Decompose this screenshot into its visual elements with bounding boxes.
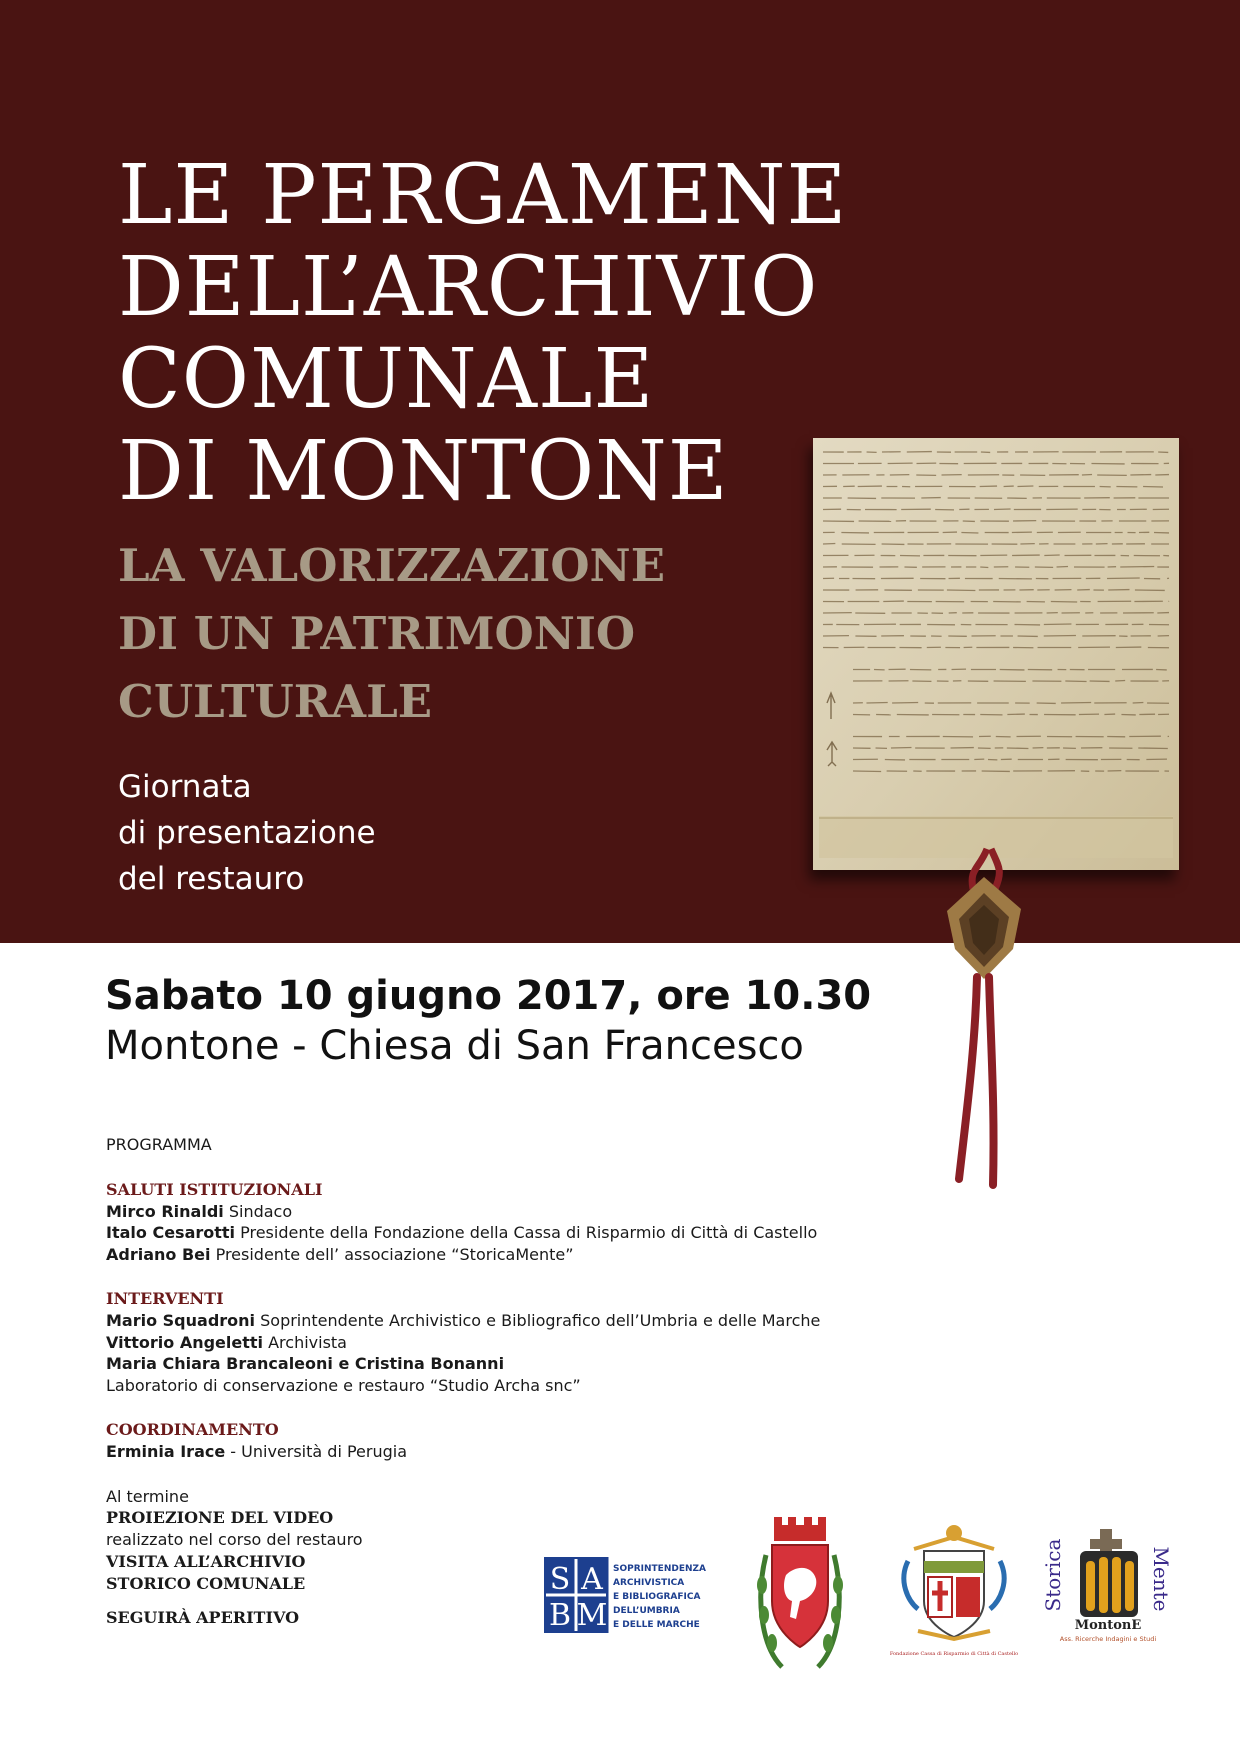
logos-row — [0, 1515, 1240, 1695]
speaker-name: Erminia Irace — [106, 1442, 226, 1461]
speaker-name: Vittorio Angeletti — [106, 1332, 264, 1352]
soprintendenza-logo — [544, 1557, 707, 1637]
saluti-item — [106, 1201, 866, 1223]
coordinamento-item — [106, 1441, 866, 1463]
interventi-heading: INTERVENTI — [106, 1289, 224, 1308]
handwriting-stroke — [1044, 555, 1059, 556]
interventi-item — [106, 1310, 866, 1332]
fondazione-caption: Fondazione Cassa di Risparmio di Città di Castello — [889, 1651, 1019, 1657]
coordinamento-heading: COORDINAMENTO — [106, 1420, 279, 1439]
tagline — [118, 764, 376, 902]
parchment-image — [813, 438, 1179, 870]
title-line-1: LE PERGAMENE — [118, 148, 848, 243]
speaker-role: Archivista — [263, 1332, 347, 1352]
visita-line-2: STORICO COMUNALE — [106, 1573, 306, 1593]
closing-intro: Al termine — [106, 1486, 189, 1506]
program-label: PROGRAMMA — [106, 1135, 212, 1154]
tagline-line-2: di presentazione — [118, 815, 376, 851]
fondazione-crest-logo — [889, 1521, 1019, 1661]
speaker-role: - Università di Perugia — [225, 1442, 408, 1461]
video-heading: PROIEZIONE DEL VIDEO — [106, 1508, 334, 1527]
subtitle-line-1: LA VALORIZZAZIONE — [118, 539, 665, 592]
speaker-name: Mirco Rinaldi — [106, 1201, 224, 1221]
subtitle-line-2: DI UN PATRIMONIO — [118, 607, 636, 660]
sab-text-2: ARCHIVISTICA — [613, 1578, 685, 1588]
speaker-role: Presidente dell’ associazione “StoricaMente” — [210, 1244, 574, 1264]
saluti-item — [106, 1244, 866, 1266]
title-line-4: DI MONTONE — [118, 424, 729, 519]
aperitivo: SEGUIRÀ APERITIVO — [106, 1607, 300, 1627]
tagline-line-3: del restauro — [118, 861, 305, 897]
interventi-item — [106, 1332, 866, 1354]
speaker-role: Soprintendente Archivistico e Bibliografico dell’Umbria e delle Marche — [255, 1311, 821, 1330]
storicamente-sub: Ass. Ricerche Indagini e Studi — [1059, 1635, 1157, 1643]
main-title — [118, 150, 847, 518]
subtitle-line-3: CULTURALE — [118, 675, 433, 728]
speaker-name: Maria Chiara Brancaleoni e Cristina Bonanni — [106, 1354, 505, 1373]
parchment-sheet — [813, 438, 1179, 870]
saluti-heading: SALUTI ISTITUZIONALI — [106, 1179, 323, 1199]
visita-line-1: VISITA ALL’ARCHIVIO — [106, 1551, 306, 1571]
tagline-line-1: Giornata — [118, 769, 252, 805]
sab-text-1: SOPRINTENDENZA — [613, 1564, 707, 1574]
comune-crest-logo — [752, 1515, 848, 1675]
svg-text:S: S — [549, 1562, 571, 1597]
sab-text-4: DELL’UMBRIA — [613, 1606, 680, 1616]
event-place: Montone - Chiesa di San Francesco — [105, 1023, 804, 1069]
storicamente-left: Storica — [1041, 1538, 1065, 1612]
storicamente-right: Mente — [1149, 1546, 1173, 1612]
wax-seal-icon — [929, 849, 1039, 1194]
subtitle — [118, 532, 665, 736]
svg-text:A: A — [581, 1562, 603, 1597]
storicamente-logo — [1041, 1521, 1173, 1651]
speaker-name: Mario Squadroni — [106, 1311, 256, 1330]
svg-text:M: M — [576, 1598, 608, 1633]
sab-text-5: E DELLE MARCHE — [613, 1620, 700, 1630]
sab-text-3: E BIBLIOGRAFICA — [613, 1592, 701, 1602]
speaker-name: Adriano Bei — [106, 1244, 211, 1264]
speaker-role: Presidente della Fondazione della Cassa di Risparmio di Città di Castello — [235, 1223, 818, 1242]
speaker-role: Sindaco — [223, 1201, 293, 1221]
title-line-3: COMUNALE — [118, 332, 655, 427]
interventi-item — [106, 1353, 866, 1375]
storicamente-town: MontonE — [1074, 1618, 1142, 1633]
speaker-name: Italo Cesarotti — [106, 1223, 236, 1242]
video-note: realizzato nel corso del restauro — [106, 1530, 363, 1549]
title-line-2: DELL’ARCHIVIO — [118, 240, 819, 335]
svg-text:B: B — [548, 1598, 572, 1633]
manuscript-icon — [813, 438, 1179, 870]
event-date: Sabato 10 giugno 2017, ore 10.30 — [105, 973, 872, 1019]
saluti-item — [106, 1222, 866, 1244]
interventi-extra: Laboratorio di conservazione e restauro “Studio Archa snc” — [106, 1375, 581, 1395]
